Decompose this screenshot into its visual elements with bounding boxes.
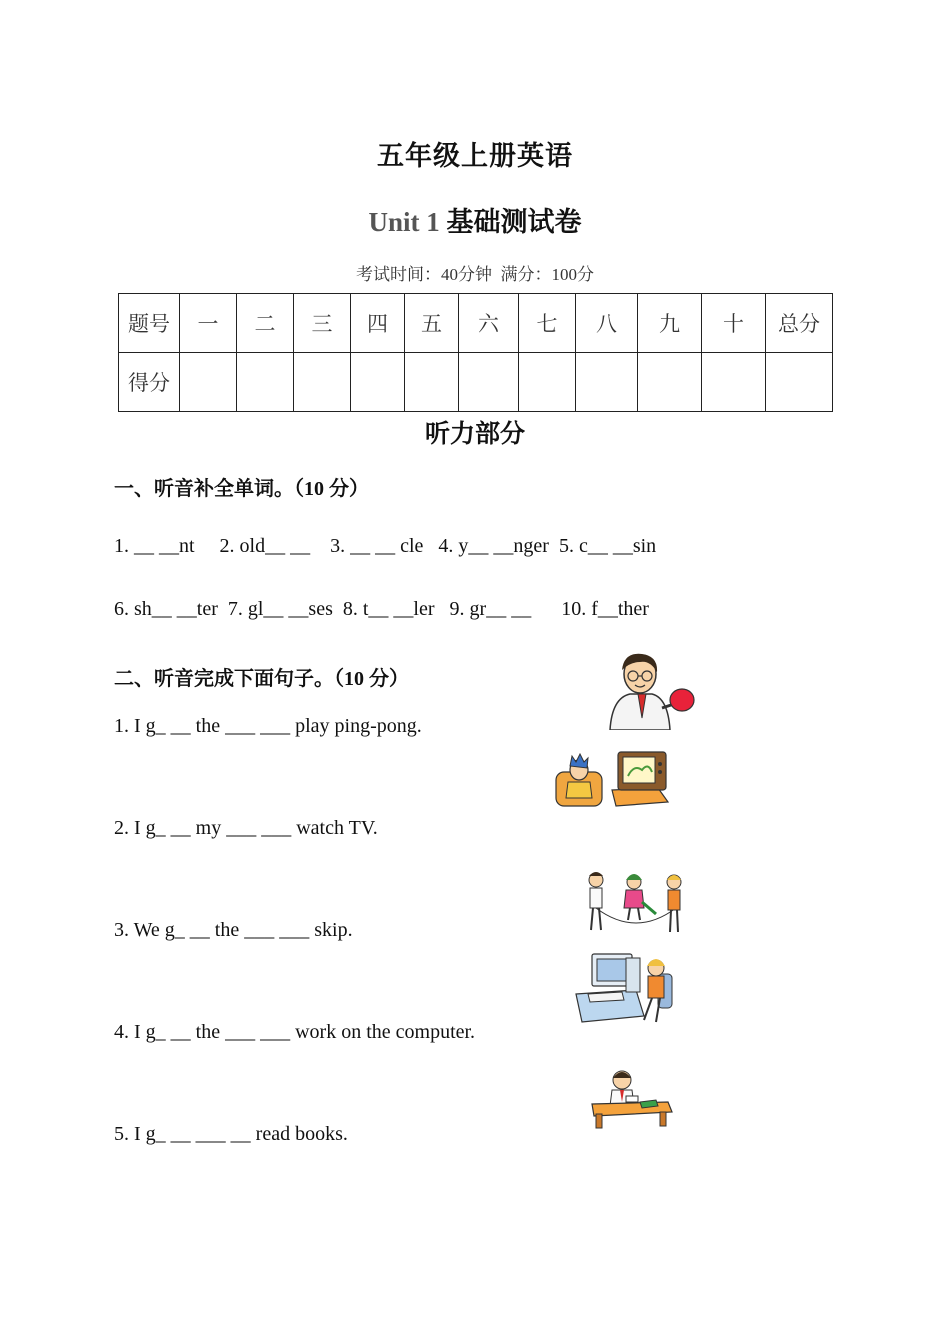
- score-input-cell[interactable]: [519, 353, 576, 412]
- table-cell: 得分: [119, 353, 180, 412]
- table-cell: 题号: [119, 294, 180, 353]
- score-input-cell[interactable]: [351, 353, 405, 412]
- sentence-item: 5. I g_ __ ___ __ read books.: [114, 1123, 348, 1145]
- table-cell: 四: [351, 294, 405, 353]
- watching-tv-illustration: [554, 748, 672, 812]
- score-input-cell[interactable]: [576, 353, 638, 412]
- score-input-cell[interactable]: [702, 353, 766, 412]
- table-cell: 总分: [766, 294, 833, 353]
- score-input-cell[interactable]: [180, 353, 237, 412]
- part1-line: 1. __ __nt 2. old__ __ 3. __ __ cle 4. y__ __nger 5. c__ __sin: [114, 535, 657, 557]
- score-input-cell[interactable]: [294, 353, 351, 412]
- part1-line: 6. sh__ __ter 7. gl__ __ses 8. t__ __ler 9. gr__ __ 10. f__ther: [114, 598, 649, 620]
- score-table-score-row: [119, 353, 833, 412]
- table-cell: 二: [237, 294, 294, 353]
- table-cell: 八: [576, 294, 638, 353]
- table-cell: 一: [180, 294, 237, 353]
- reading-books-illustration: [588, 1066, 674, 1130]
- table-cell: 十: [702, 294, 766, 353]
- score-table: [118, 293, 833, 412]
- table-cell: 六: [459, 294, 519, 353]
- score-input-cell[interactable]: [237, 353, 294, 412]
- sentence-item: 2. I g_ __ my ___ ___ watch TV.: [114, 817, 378, 839]
- skipping-rope-illustration: [582, 868, 690, 938]
- exam-info: 考试时间：40分钟 满分：100分: [356, 265, 594, 284]
- score-input-cell[interactable]: [766, 353, 833, 412]
- table-cell: 九: [638, 294, 702, 353]
- table-cell: 七: [519, 294, 576, 353]
- score-input-cell[interactable]: [405, 353, 459, 412]
- table-cell: 三: [294, 294, 351, 353]
- ping-pong-boy-illustration: [600, 648, 696, 730]
- sentence-item: 1. I g_ __ the ___ ___ play ping-pong.: [114, 715, 422, 737]
- section-title: 听力部分: [424, 421, 525, 448]
- sentence-item: 4. I g_ __ the ___ ___ work on the computer.: [114, 1021, 476, 1043]
- subtitle-unit: Unit 1: [368, 207, 440, 237]
- part1-heading: 一、听音补全单词。（10 分）: [114, 478, 369, 500]
- page-title: 五年级上册英语: [377, 141, 573, 171]
- sentence-item: 3. We g_ __ the ___ ___ skip.: [114, 919, 353, 941]
- score-input-cell[interactable]: [459, 353, 519, 412]
- page-subtitle: [0, 200, 950, 239]
- subtitle-rest: 基础测试卷: [446, 207, 582, 237]
- part2-heading: 二、听音完成下面句子。（10 分）: [114, 668, 409, 690]
- computer-illustration: [574, 950, 678, 1028]
- score-input-cell[interactable]: [638, 353, 702, 412]
- table-cell: 五: [405, 294, 459, 353]
- score-table-header-row: [119, 294, 833, 353]
